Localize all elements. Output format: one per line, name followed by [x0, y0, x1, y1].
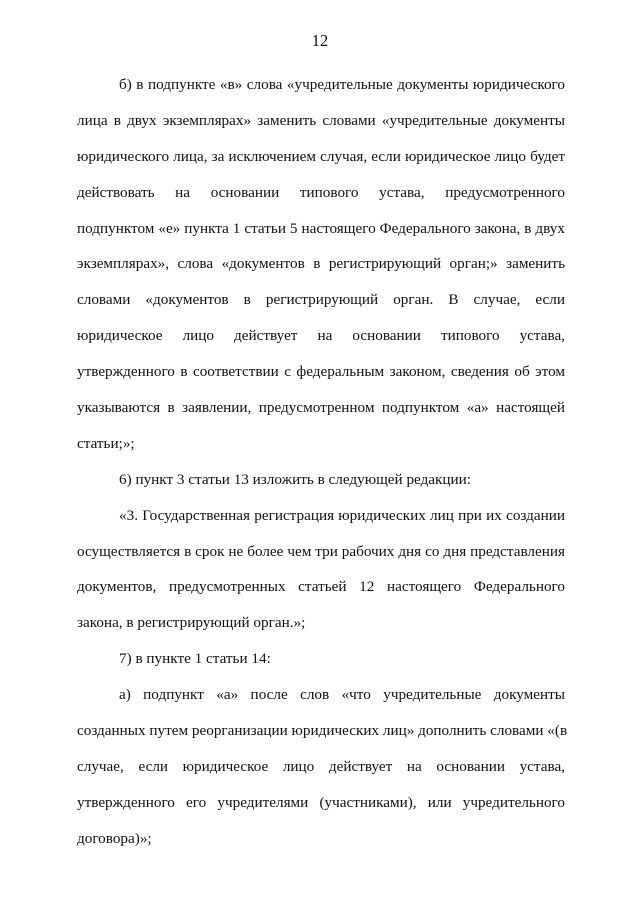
- text-line: юридическое лицо действует на основании типового устава,: [77, 327, 565, 345]
- paragraph-item-6: [77, 462, 565, 498]
- text-line: действовать на основании типового устава, предусмотренного: [77, 183, 565, 201]
- text-line: словами «документов в регистрирующий орган. В случае, если: [77, 291, 565, 309]
- paragraph-item-7: [77, 641, 565, 677]
- paragraph-subpoint-b: [77, 67, 565, 462]
- text-line: юридического лица, за исключением случая, если юридическое лицо будет: [77, 147, 565, 165]
- document-body: [77, 67, 568, 857]
- text-line: закона, в регистрирующий орган.»;: [77, 614, 306, 632]
- text-line: договора)»;: [77, 829, 152, 847]
- text-line: подпунктом «е» пункта 1 статьи 5 настоящего Федерального закона, в двух: [77, 219, 565, 237]
- text-line: экземплярах», слова «документов в регистрирующий орган;» заменить: [77, 255, 565, 273]
- page-number: 12: [311, 31, 329, 50]
- text-line: «3. Государственная регистрация юридических лиц при их создании: [119, 506, 565, 524]
- paragraph-item-3-wording: [77, 498, 565, 642]
- text-line: документов, предусмотренных статьей 12 настоящего Федерального: [77, 578, 565, 596]
- text-line: а) подпункт «а» после слов «что учредительные документы: [119, 686, 565, 704]
- text-line: утвержденного в соответствии с федеральным законом, сведения об этом: [77, 363, 565, 381]
- text-line: статьи;»;: [77, 434, 135, 452]
- paragraph-subpoint-a: [77, 677, 568, 856]
- text-line: осуществляется в срок не более чем три рабочих дня со дня представления: [77, 542, 565, 560]
- text-line: 7) в пункте 1 статьи 14:: [119, 650, 271, 668]
- text-line: утвержденного его учредителями (участниками), или учредительного: [77, 793, 565, 811]
- text-line: указываются в заявлении, предусмотренном подпунктом «а» настоящей: [77, 399, 565, 417]
- text-line: лица в двух экземплярах» заменить словами «учредительные документы: [77, 111, 565, 129]
- text-line: созданных путем реорганизации юридических лиц» дополнить словами «(в: [77, 722, 568, 740]
- text-line: 6) пункт 3 статьи 13 изложить в следующей редакции:: [119, 470, 472, 488]
- text-line: б) в подпункте «в» слова «учредительные документы юридического: [119, 76, 565, 93]
- text-line: случае, если юридическое лицо действует на основании устава,: [77, 757, 565, 775]
